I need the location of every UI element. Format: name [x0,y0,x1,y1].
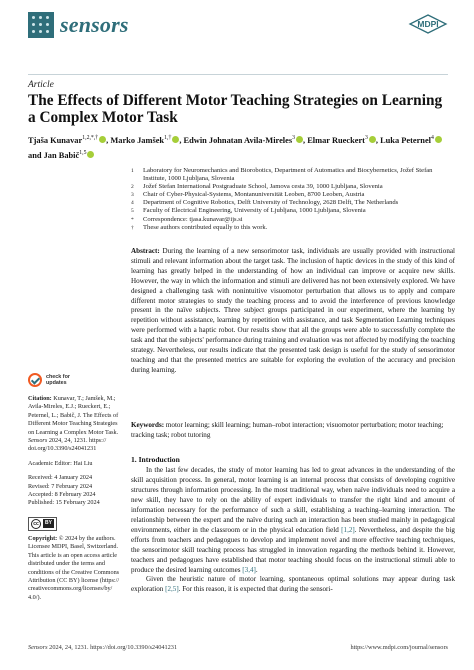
affiliation-text: These authors contributed equally to this work. [143,223,268,231]
author-name[interactable]: Jan Babič [43,150,80,160]
copyright-label: Copyright: [28,534,58,542]
affiliation-item [131,207,451,215]
citation [28,395,124,454]
accepted-date: Accepted: 8 February 2024 [28,491,96,499]
cc-icon: cc [31,519,41,529]
citation-text: Kunavar, T.; Jamšek, M.; Avila-Mireles, E.J.; Rueckert, E.; Peternel, L.; Babič, J. The Effects of Different Motor Teaching Strategies on Learning a Complex Motor Task. [28,395,119,436]
citation-link[interactable]: [2,5] [165,585,179,594]
author-name[interactable]: Luka Peternel [380,135,432,145]
affiliation-number: 4 [131,200,134,207]
affiliation-text: Faculty of Electrical Engineering, University of Ljubljana, 1000 Ljubljana, Slovenia [143,207,366,215]
affiliation-item [131,191,451,199]
affiliation-number: † [131,224,134,231]
introduction-body [131,466,455,595]
affiliation-number: 5 [131,208,134,215]
abstract-label: Abstract: [131,247,160,255]
article-title: The Effects of Different Motor Teaching Strategies on Learning a Complex Motor Task [28,92,443,126]
citation-journal: Sensors [28,437,48,445]
affiliation-text: Jožef Stefan International Postgraduate School, Jamova cesta 39, 1000 Ljubljana, Slovenia [143,183,383,191]
author-affil: 3 [364,135,368,141]
affiliation-number: 3 [131,192,134,199]
citation-label: Citation: [28,395,52,402]
orcid-icon[interactable] [172,136,179,143]
author-affil: 1,† [164,135,172,141]
affiliation-text: Chair of Cyber-Physical-Systems, Montanuniversität Leoben, 8700 Leoben, Austria [143,191,365,199]
affiliation-item [131,167,451,183]
received-date: Received: 4 January 2024 [28,474,93,482]
author-affil: 1,5 [79,149,87,156]
affiliations [131,167,451,232]
citation-link[interactable]: [1,2] [341,525,355,534]
footer-journal: Sensors [28,644,48,651]
affiliation-number: 1 [131,168,134,174]
intro-text: . [255,565,258,574]
mdpi-logo-text: MDPI [417,19,439,29]
affiliation-item [131,199,451,207]
author-name[interactable]: Marko Jamšek [110,135,165,145]
equal-contribution-note [131,224,451,232]
correspondence-email[interactable]: Correspondence: tjasa.kunavar@ijs.si [143,215,243,223]
citation-doi[interactable]: 2024, 24, 1231. https:// doi.org/10.3390/s24041231 [28,437,107,453]
journal-name[interactable]: sensors [60,12,129,37]
orcid-icon[interactable] [296,136,303,143]
check-for-updates[interactable] [28,373,124,387]
footer-citation [28,644,177,651]
footer-doi[interactable]: 2024, 24, 1231. https://doi.org/10.3390/s24041231 [49,644,178,651]
author-name[interactable]: Elmar Rueckert [307,135,365,145]
author-affil: 4 [431,135,434,141]
intro-paragraph [131,466,455,575]
intro-text: In the last few decades, the study of motor learning has led to great advances in the understanding of the skill acquisition process. In general, motor learning is an internal process that consists of developing cognitive structures through information processing. In the most traditional way, when naïve individuals need to acquire a new skill, they have to rely on the ability of expert individuals to transfer the right kind and amount of information necessary for the performance of such a skill, establishing a teaching–learning interaction. The relationship between the expert and the naïve during such an interaction has been studied mainly in pedagogical environments, either in the classroom or in the physical education field [131,466,455,534]
author-affil: 3 [292,135,296,141]
affiliation-text: Laboratory for Neuromechanics and Biorobotics, Department of Automatics and Biocybernetics, Jožef Stefan Institute, 1000 Ljubljana, Slovenia [143,167,433,183]
check-updates-icon [28,373,42,387]
check-updates-line1: check for [46,373,70,380]
author-list: Tjaša Kunavar$^{1,2,*,\dagger}$ , Marko Jamšek$^{1,\dagger}$ , Edwin Johnatan Avila-Mireles$^3$ , Elmar Rueckert$^3$ , Luka Peternel$^4$ and Jan Babič$^{1,5}$ [28,132,453,162]
mdpi-logo[interactable] [408,14,448,34]
intro-text: . For this reason, it is expected that during the sensori- [178,585,333,594]
section-heading: 1. Introduction [131,455,180,464]
keywords-label: Keywords: [131,421,165,429]
article-type: Article [28,80,54,90]
intro-text: Given the heuristic nature of motor learning, spontaneous optimal solutions may appear during task exploration [131,575,455,594]
cc-by-license-icon[interactable] [28,517,57,531]
author-name[interactable]: Tjaša Kunavar [28,135,83,145]
author-affil: 1,2,*,† [82,135,99,141]
journal-header [28,12,448,44]
intro-paragraph [131,575,455,595]
affiliation-item [131,183,451,191]
abstract-text: During the learning of a new sensorimotor task, individuals are usually provided with instructional stimuli and relevant information about the target task. The inclusion of haptic devices in the study of this kind of learning has greatly helped in the understanding of how an individual can improve or acquire new skills. However, the way in which the information and stimuli are delivered has not been extensively explored. We have designed a challenging task with nonintuitive visuomotor perturbation that allows us to apply and compare different motor strategies to study the teaching process and to avoid the interference of previous knowledge present in the naïve subjects. Three subject groups participated in our experiment, where the learning by repetition without assistance, learning by repetition with assistance, and task Segmentation Learning techniques were performed with a haptic robot. Our results show that all the groups were able to successfully complete the task and that the subjects' performance during training and evaluation was not affected by modifying the teaching strategy. Nevertheless, our results indicate that the presented task design is useful for the study of sensorimotor teaching and that the presented metrics are suitable for exploring the evolution of the accuracy and precision during learning. [131,247,455,374]
footer-journal-url[interactable]: https://www.mdpi.com/journal/sensors [350,644,448,651]
orcid-icon[interactable] [369,136,376,143]
affiliation-number: 2 [131,184,134,191]
header-divider [28,74,448,75]
abstract [131,247,455,376]
orcid-icon[interactable] [435,136,442,143]
intro-text: . Nevertheless, and despite the big efforts from teachers and pedagogues to develop and implement novel and more effective teaching techniques, the sensorimotor skill teaching process has struggled in innovation regarding the methods behind it. However, teachers and pedagogues have established that motor teaching should focus on the instructional stimuli able to produce the desired learning outcomes [131,525,455,574]
orcid-icon[interactable] [99,136,106,143]
affiliation-text: Department of Cognitive Robotics, Delft University of Technology, 2628 Delft, The Netherlands [143,199,399,207]
copyright [28,535,124,602]
author-name[interactable]: Edwin Johnatan Avila-Mireles [183,135,293,145]
authors-and: and [28,150,42,160]
sensors-logo-icon [28,12,54,38]
check-updates-line2: updates [46,380,67,386]
academic-editor: Academic Editor: Hai Liu [28,459,93,467]
keywords-text: motor learning; skill learning; human–robot interaction; visuomotor perturbation; motor teaching; tracking task; robot tutoring [131,421,444,439]
copyright-text: © 2024 by the authors. Licensee MDPI, Basel, Switzerland. This article is an open access article distributed under the terms and conditions of the Creative Commons Attribution (CC BY) license (https:// creativecommons.org/licenses/by/ 4.0/). [28,534,120,601]
correspondence [131,216,451,224]
sidebar [28,373,124,602]
keywords [131,421,455,441]
revised-date: Revised: 7 February 2024 [28,482,93,490]
published-date: Published: 15 February 2024 [28,499,100,507]
affiliation-number: * [131,216,134,223]
by-icon: BY [45,520,52,527]
citation-link[interactable]: [3,4] [242,565,256,574]
orcid-icon[interactable] [87,151,94,158]
